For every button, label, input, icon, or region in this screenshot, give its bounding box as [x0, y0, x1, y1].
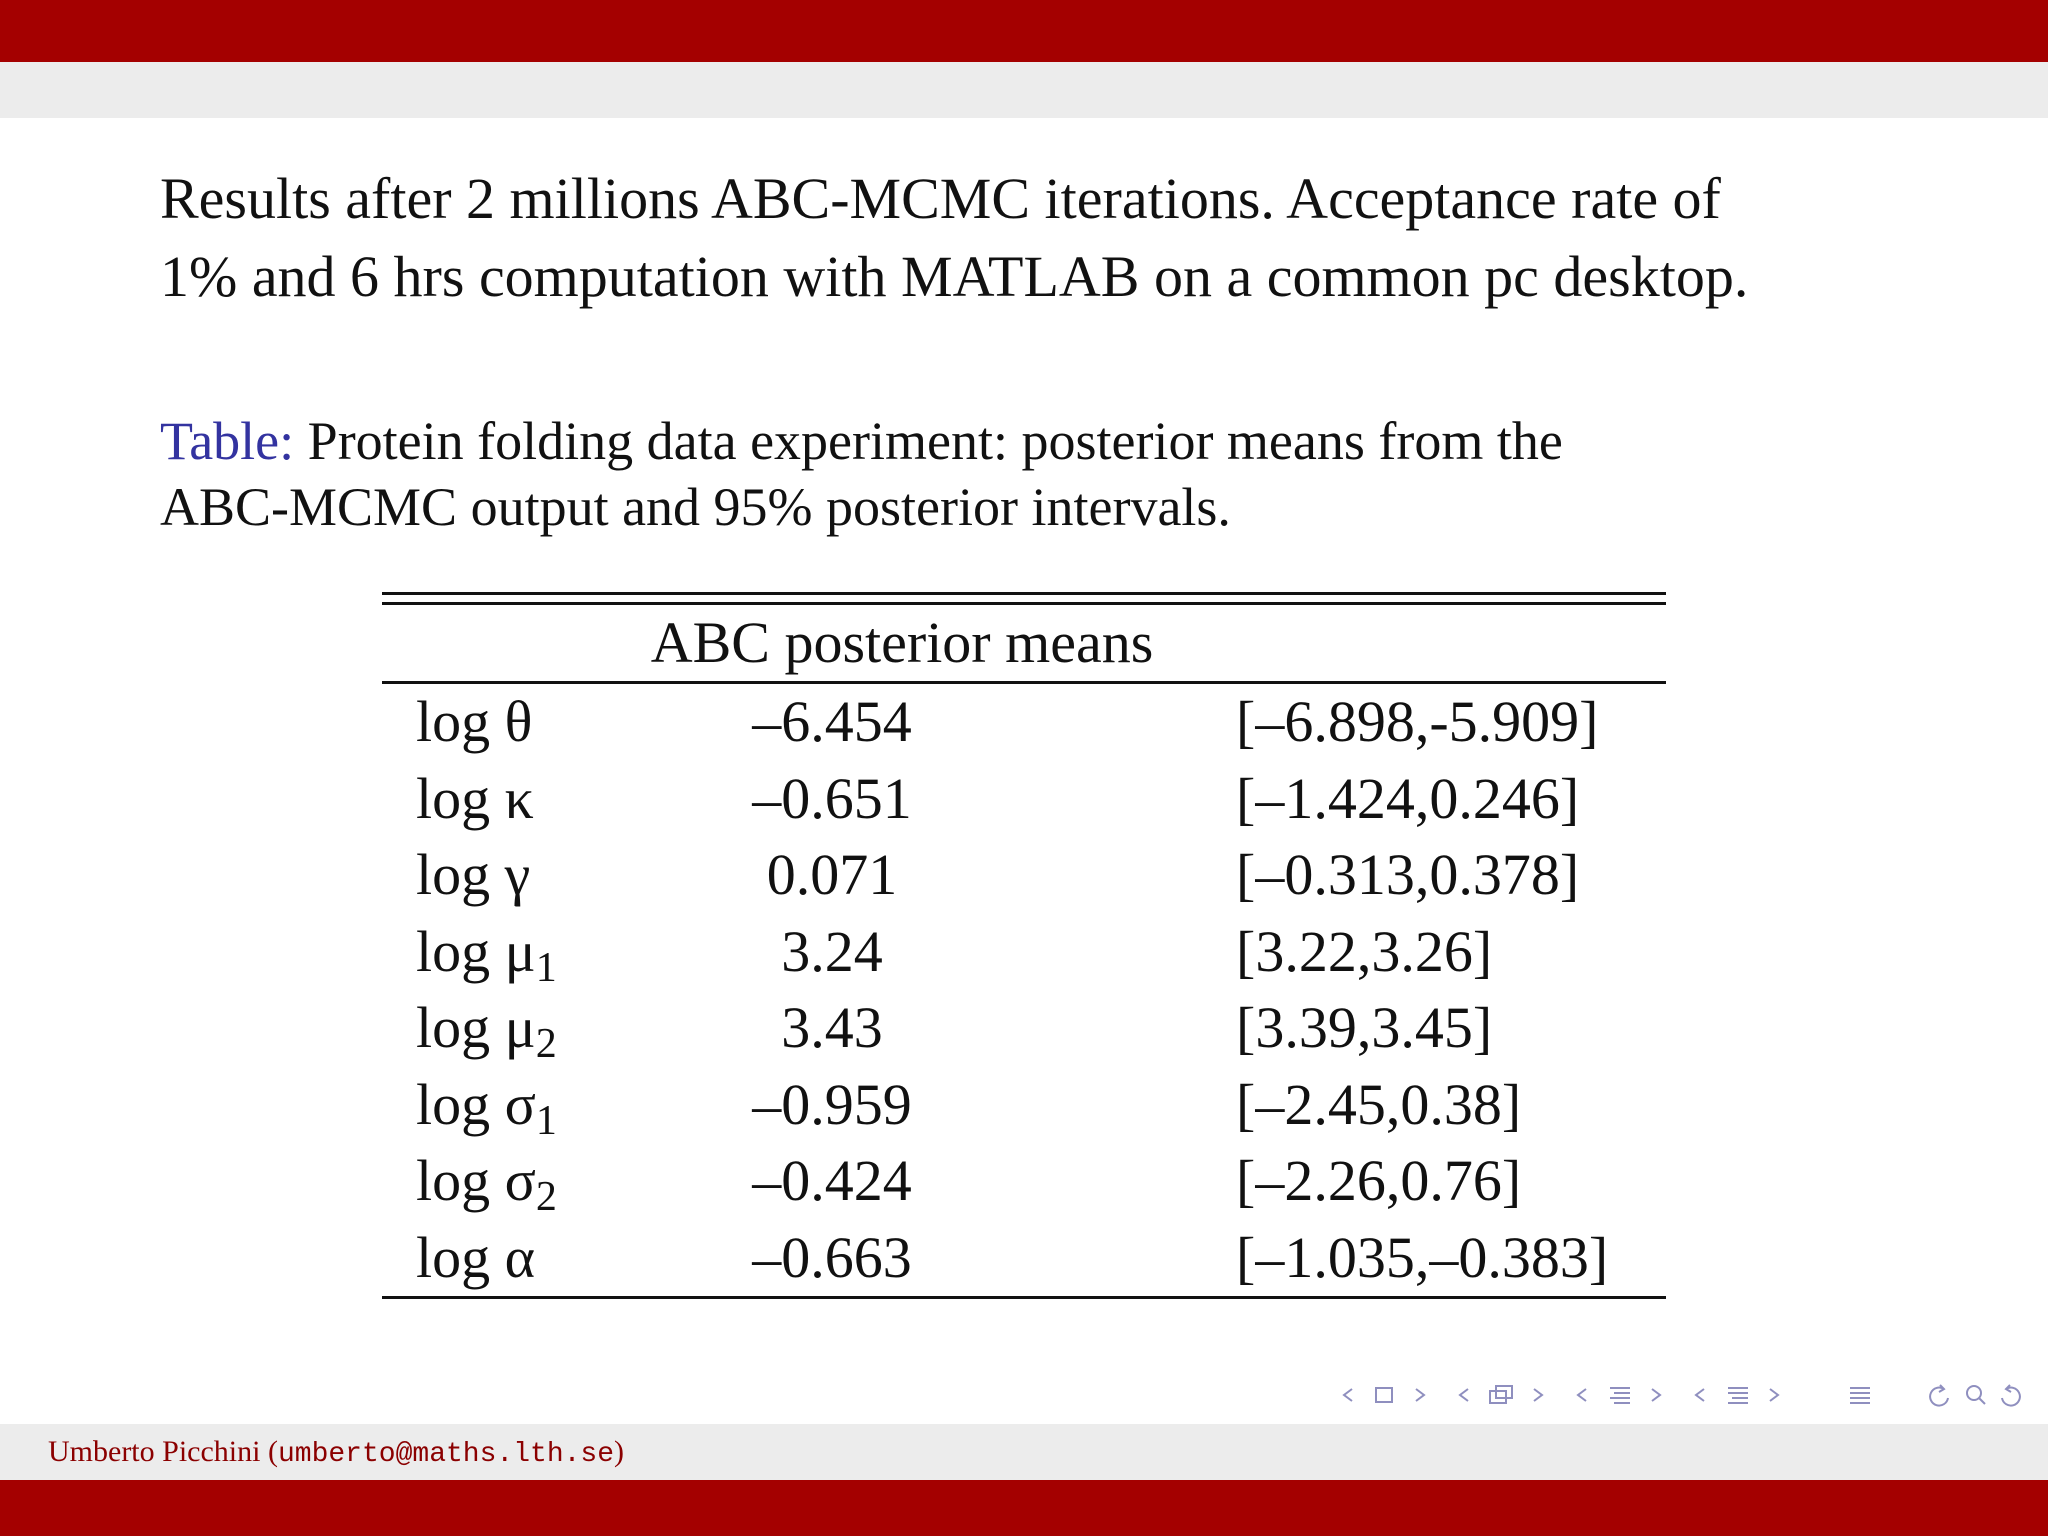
- interval-cell: [–0.313,0.378]: [1236, 842, 1580, 907]
- results-table: [382, 592, 1666, 1299]
- mean-cell: 3.43: [781, 995, 883, 1060]
- nav-frame-icon[interactable]: [1456, 1378, 1546, 1412]
- intro-line-2: 1% and 6 hrs computation with MATLAB on a common pc desktop.: [160, 244, 1749, 309]
- param-subscript: 1: [535, 944, 557, 991]
- author-paren-open: (: [260, 1435, 278, 1468]
- interval-cell: [–6.898,-5.909]: [1236, 689, 1599, 754]
- table-row: [382, 837, 1666, 914]
- interval-cell: [–1.035,–0.383]: [1236, 1224, 1609, 1290]
- caption-line-1: [160, 408, 1860, 474]
- interval-cell: [3.22,3.26]: [1236, 918, 1493, 984]
- param-label: log κ: [416, 765, 534, 831]
- header-bar: [0, 0, 2048, 62]
- mean-cell: 3.24: [781, 918, 883, 984]
- table-row: [382, 1143, 1666, 1220]
- footer-bar: [0, 1480, 2048, 1536]
- param-label: log μ: [416, 995, 536, 1060]
- mean-cell: 0.071: [766, 842, 898, 907]
- intro-line-1: Results after 2 millions ABC-MCMC iterations. Acceptance rate of: [160, 166, 1721, 231]
- caption-line-2: ABC-MCMC output and 95% posterior intervals.: [160, 477, 1231, 537]
- nav-search-icon[interactable]: [1922, 1378, 2032, 1412]
- nav-section-icon[interactable]: [1692, 1378, 1782, 1412]
- param-label: log α: [416, 1224, 536, 1290]
- author-name: Umberto Picchini: [48, 1435, 261, 1468]
- interval-cell: [–2.45,0.38]: [1236, 1071, 1522, 1137]
- param-subscript: 1: [535, 1097, 557, 1144]
- table-top-rule: [382, 592, 1666, 605]
- table-bottom-rule: [382, 1296, 1666, 1299]
- author-email: umberto@maths.lth.se: [277, 1439, 615, 1470]
- table-body: [382, 684, 1666, 1296]
- param-label: log γ: [416, 842, 531, 907]
- interval-cell: [3.39,3.45]: [1236, 995, 1493, 1060]
- intro-text: [160, 160, 1960, 316]
- mean-cell: –0.959: [752, 1071, 912, 1137]
- param-subscript: 2: [535, 1021, 557, 1067]
- param-cell: [416, 1220, 535, 1302]
- mean-cell: –0.663: [752, 1224, 912, 1290]
- param-cell: [416, 1067, 557, 1149]
- param-label: log σ: [416, 1071, 536, 1137]
- mean-cell: –0.651: [752, 765, 912, 831]
- param-label: log μ: [416, 918, 536, 984]
- caption-label: Table:: [160, 411, 295, 471]
- table-header: [382, 605, 1666, 681]
- table-row: [382, 1220, 1666, 1297]
- table-row: [382, 1067, 1666, 1144]
- param-cell: [416, 1143, 557, 1225]
- param-label: log θ: [416, 689, 533, 754]
- nav-subsection-icon[interactable]: [1574, 1378, 1664, 1412]
- nav-outline-icon[interactable]: [1846, 1378, 1876, 1412]
- param-cell: [416, 914, 557, 996]
- footer-author: [48, 1432, 624, 1475]
- table-row: [382, 914, 1666, 991]
- header-label: ABC posterior means: [650, 610, 1154, 675]
- param-cell: [416, 837, 530, 919]
- param-subscript: 2: [535, 1174, 557, 1220]
- param-cell: [416, 761, 534, 843]
- interval-cell: [–2.26,0.76]: [1236, 1148, 1522, 1213]
- interval-cell: [–1.424,0.246]: [1236, 765, 1580, 831]
- table-caption: [160, 408, 1860, 540]
- param-cell: [416, 990, 557, 1072]
- nav-first-icon[interactable]: [1340, 1378, 1430, 1412]
- caption-text-1: Protein folding data experiment: posterior means from the: [294, 411, 1563, 471]
- param-label: log σ: [416, 1148, 536, 1213]
- author-paren-close: ): [614, 1435, 625, 1468]
- param-cell: [416, 684, 532, 766]
- table-row: [382, 684, 1666, 761]
- table-row: [382, 761, 1666, 838]
- header-strip: [0, 62, 2048, 118]
- table-row: [382, 990, 1666, 1067]
- mean-cell: –0.424: [752, 1148, 912, 1213]
- mean-cell: –6.454: [752, 689, 912, 754]
